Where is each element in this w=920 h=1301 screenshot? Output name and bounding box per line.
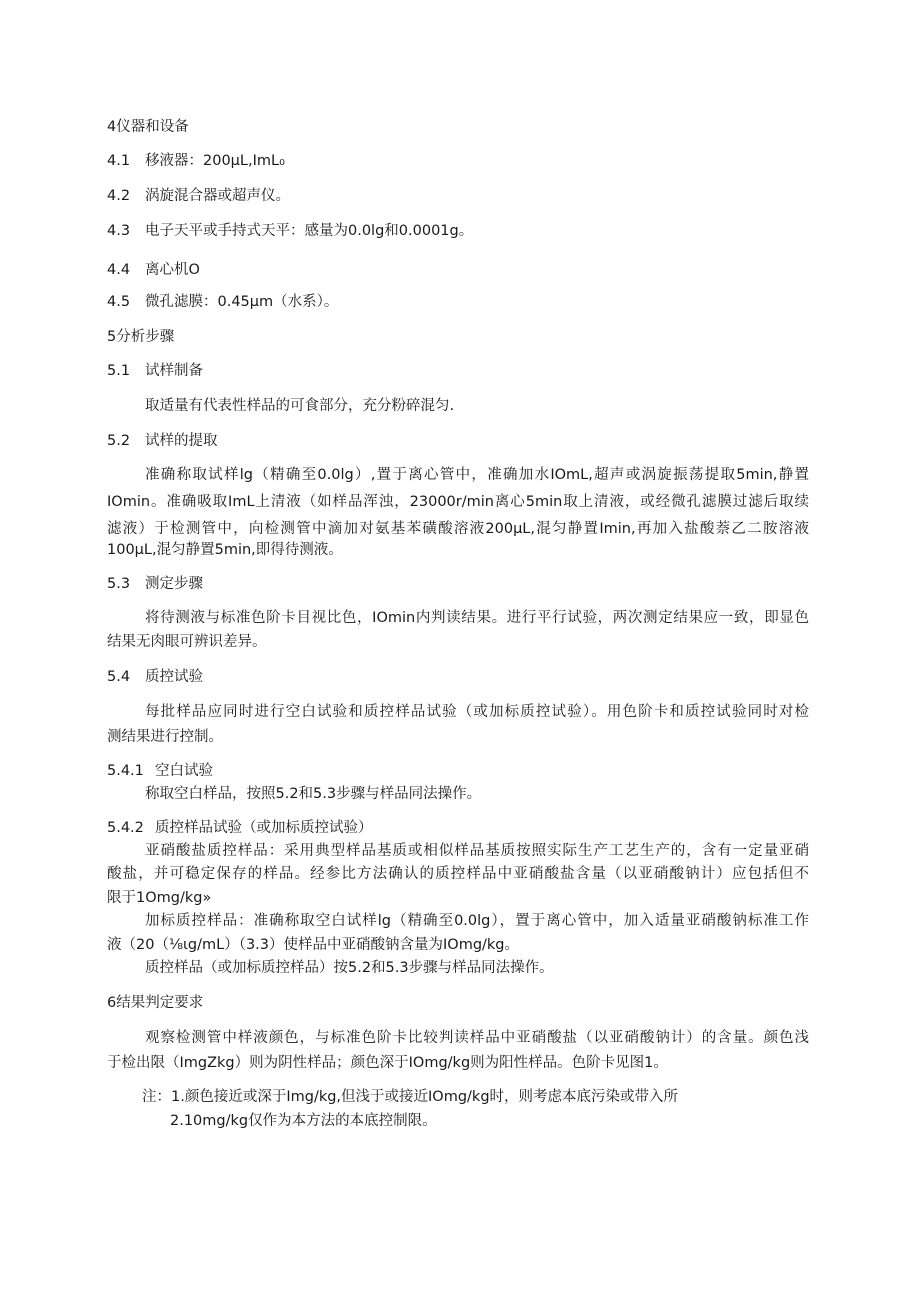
item-5-2-line-3: 滤液）于检测管中，向检测管中滴加对氨基苯磺酸溶液200μL,混匀静置Imin,再加入盐酸萘乙二胺溶液 [107, 521, 809, 537]
item-5-4-2-line-5: 液（20（⅛ιg∕mL）（3.3）使样品中亚硝酸钠含量为IOmg/kg。 [107, 937, 520, 953]
item-4-5-text: 微孔滤膜：0.45μm（水系）。 [145, 294, 339, 310]
item-5-4-line-1: 每批样品应同时进行空白试验和质控样品试验（或加标质控试验）。用色阶卡和质控试验同时对检 [145, 704, 809, 720]
item-5-3-line-2: 结果无肉眼可辨识差异。 [107, 634, 267, 650]
item-4-5-number: 4.5 [107, 294, 131, 310]
item-5-2-line-1: 准确称取试样lg（精确至0.0lg）,置于离心管中，准确加水IOmL,超声或涡旋振荡提取5min,静置 [145, 467, 809, 483]
note-line-2: 2.10mg∕kg仅作为本方法的本底控制限。 [170, 1113, 437, 1129]
section-4-heading: 4仪器和设备 [107, 119, 189, 135]
note-line-1: 注：1.颜色接近或深于Img∕kg,但浅于或接近IOmg∕kg时，则考虑本底污染或带入所 [142, 1089, 679, 1105]
item-5-2-line-4: 100μL,混匀静置5min,即得待测液。 [107, 542, 343, 558]
item-5-1-number: 5.1 [107, 363, 131, 379]
section-6-line-1: 观察检测管中样液颜色，与标准色阶卡比较判读样品中亚硝酸盐（以亚硝酸钠计）的含量。颜色浅 [145, 1030, 809, 1046]
item-5-4-2-line-3: 限于1Omg/kg» [107, 890, 212, 906]
item-5-4-2-number: 5.4.2 [107, 820, 144, 836]
item-4-2-text: 涡旋混合器或超声仪。 [145, 188, 290, 204]
item-5-4-2-title: 质控样品试验（或加标质控试验） [155, 820, 373, 836]
item-4-2-number: 4.2 [107, 188, 131, 204]
item-5-2-number: 5.2 [107, 433, 131, 449]
section-5-heading: 5分析步骤 [107, 329, 175, 345]
item-5-4-2-line-1: 亚硝酸盐质控样品：采用典型样品基质或相似样品基质按照实际生产工艺生产的，含有一定量亚硝 [145, 843, 809, 859]
item-5-4-1-number: 5.4.1 [107, 763, 144, 779]
item-5-3-line-1: 将待测液与标准色阶卡目视比色，IOmin内判读结果。进行平行试验，两次测定结果应一致，即显色 [145, 610, 809, 626]
section-6-heading: 6结果判定要求 [107, 995, 204, 1011]
item-5-1-paragraph: 取适量有代表性样品的可食部分，充分粉碎混匀. [145, 398, 455, 414]
item-5-4-line-2: 测结果进行控制。 [107, 729, 223, 745]
item-5-3-title: 测定步骤 [145, 576, 203, 592]
item-4-3-text: 电子天平或手持式天平：感量为0.0lg和0.0001g。 [145, 223, 474, 239]
item-5-4-number: 5.4 [107, 669, 131, 685]
item-4-1-number: 4.1 [107, 153, 131, 169]
item-5-4-2-line-6: 质控样品（或加标质控样品）按5.2和5.3步骤与样品同法操作。 [145, 960, 554, 976]
item-5-2-title: 试样的提取 [145, 433, 218, 449]
item-5-1-title: 试样制备 [145, 363, 203, 379]
item-4-1-text: 移液器：200μL,ImL₀ [145, 153, 285, 169]
item-4-4-number: 4.4 [107, 262, 131, 278]
item-5-3-number: 5.3 [107, 576, 131, 592]
item-5-4-title: 质控试验 [145, 669, 203, 685]
item-5-4-1-paragraph: 称取空白样品，按照5.2和5.3步骤与样品同法操作。 [145, 786, 482, 802]
item-5-2-line-2: IOmin。准确吸取ImL上清液（如样品浑浊，23000r/min离心5min取上清液，或经微孔滤膜过滤后取续 [107, 494, 809, 510]
section-6-line-2: 于检出限（ImgZkg）则为阴性样品；颜色深于IOmg∕kg则为阳性样品。色阶卡见图1。 [107, 1055, 668, 1071]
item-5-4-2-line-4: 加标质控样品：准确称取空白试样lg（精确至0.0lg），置于离心管中，加入适量亚硝酸钠标准工作 [145, 913, 809, 929]
item-4-3-number: 4.3 [107, 223, 131, 239]
item-4-4-text: 离心机O [145, 262, 200, 278]
item-5-4-2-line-2: 酸盐，并可稳定保存的样品。经参比方法确认的质控样品中亚硝酸盐含量（以亚硝酸钠计）应包括但不 [107, 866, 809, 882]
item-5-4-1-title: 空白试验 [155, 763, 213, 779]
